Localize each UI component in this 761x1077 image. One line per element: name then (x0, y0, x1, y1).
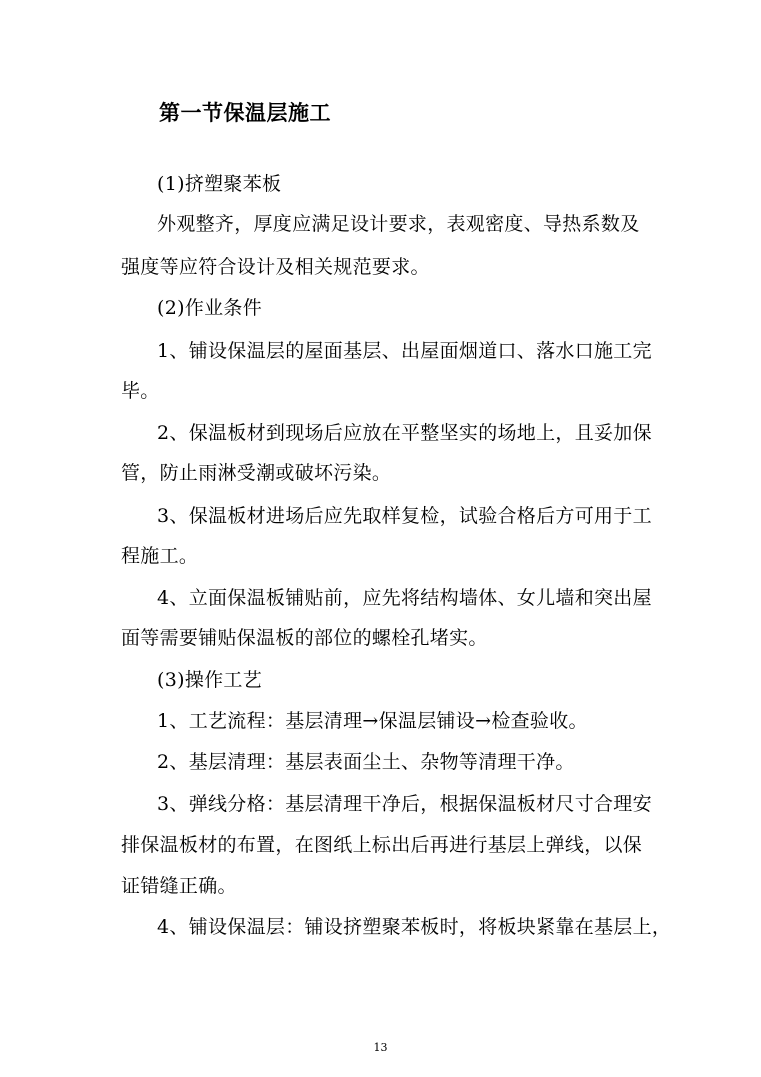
page-number: 13 (373, 1041, 388, 1054)
subheading-operation-process: (3)操作工艺 (157, 669, 263, 691)
subheading-work-conditions: (2)作业条件 (157, 297, 263, 319)
paragraph-line: 面等需要铺贴保温板的部位的螺栓孔堵实。 (121, 627, 488, 649)
paragraph-line: 3、弹线分格：基层清理干净后，根据保温板材尺寸合理安 (157, 793, 652, 815)
paragraph-line: 1、工艺流程：基层清理→保温层铺设→检查验收。 (157, 710, 588, 732)
paragraph-line: 外观整齐，厚度应满足设计要求，表观密度、导热系数及 (157, 213, 640, 235)
paragraph-line: 4、铺设保温层：铺设挤塑聚苯板时，将板块紧靠在基层上， (157, 916, 672, 938)
paragraph-line: 1、铺设保温层的屋面基层、出屋面烟道口、落水口施工完 (157, 340, 652, 362)
paragraph-line: 证错缝正确。 (121, 875, 237, 897)
subheading-xps-board: (1)挤塑聚苯板 (157, 173, 282, 195)
paragraph-line: 排保温板材的布置，在图纸上标出后再进行基层上弹线，以保 (121, 834, 643, 856)
paragraph-line: 强度等应符合设计及相关规范要求。 (121, 256, 430, 278)
paragraph-line: 3、保温板材进场后应先取样复检，试验合格后方可用于工 (157, 505, 652, 527)
paragraph-line: 2、基层清理：基层表面尘土、杂物等清理干净。 (157, 751, 575, 773)
paragraph-line: 管，防止雨淋受潮或破坏污染。 (121, 462, 392, 484)
paragraph-line: 程施工。 (121, 545, 199, 567)
paragraph-line: 4、立面保温板铺贴前，应先将结构墙体、女儿墙和突出屋 (157, 587, 652, 609)
section-title: 第一节保温层施工 (159, 100, 331, 125)
paragraph-line: 毕。 (121, 380, 160, 402)
paragraph-line: 2、保温板材到现场后应放在平整坚实的场地上，且妥加保 (157, 422, 652, 444)
